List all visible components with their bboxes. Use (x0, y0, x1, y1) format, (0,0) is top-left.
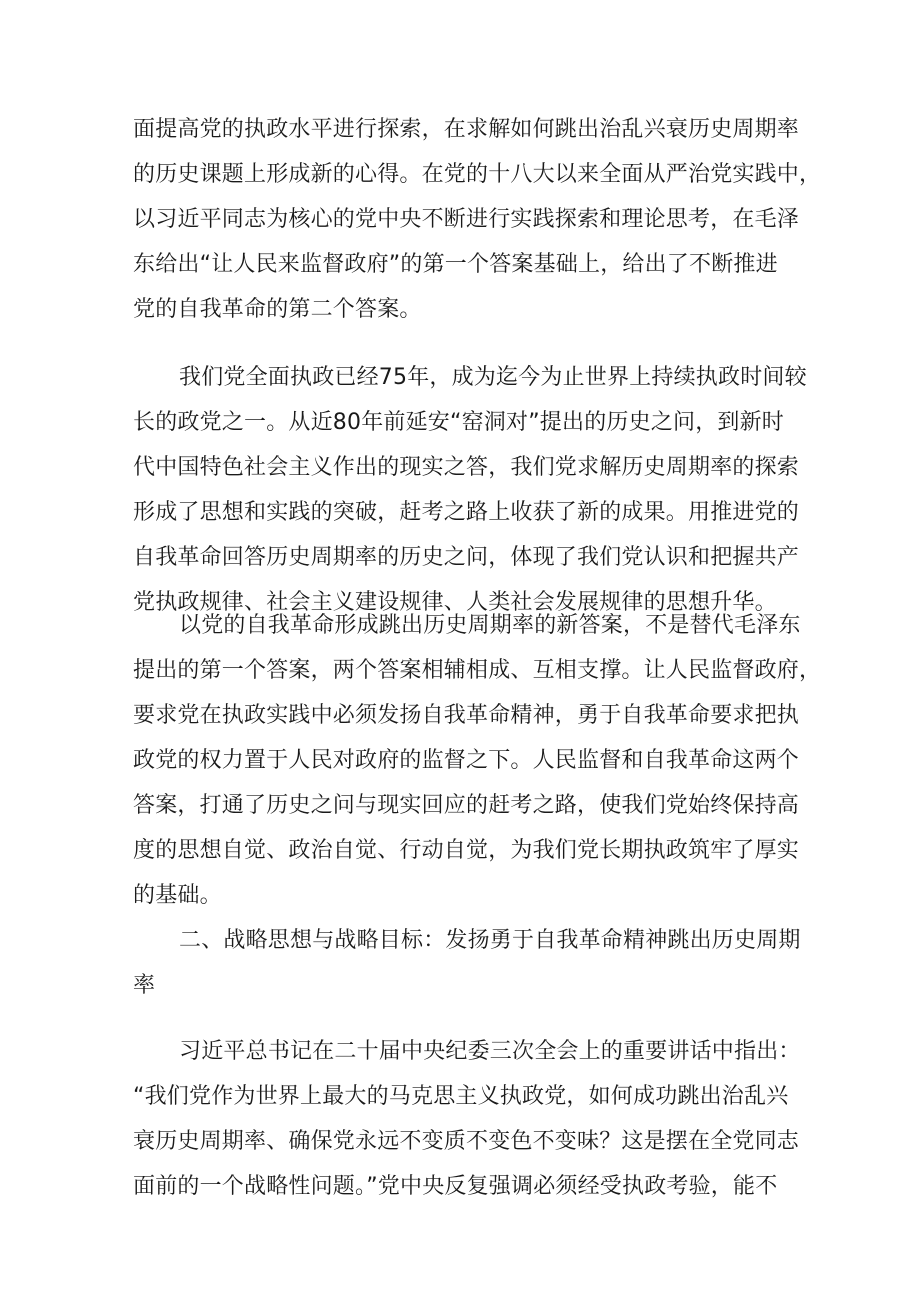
paragraph-speech-quote (133, 1029, 801, 1209)
text-line: 代中国特色社会主义作出的现实之答，我们党求解历史周期率的探索 (133, 455, 800, 480)
text-line: 党的自我革命的第二个答案。 (133, 297, 422, 322)
text-line: 要求党在执政实践中必须发扬自我革命精神，勇于自我革命要求把执 (133, 703, 800, 728)
section-heading (133, 918, 801, 1008)
text-line: 以习近平同志为核心的党中央不断进行实践探索和理论思考，在毛泽 (133, 207, 800, 232)
text-line: 面前的一个战略性问题。”党中央反复强调必须经受执政考验，能不 (133, 1174, 778, 1199)
text-line: 长的政党之一。从近80年前延安“窑洞对”提出的历史之问，到新时 (133, 410, 784, 435)
text-line: 的基础。 (133, 883, 222, 908)
text-line: 提出的第一个答案，两个答案相辅相成、互相支撑。让人民监督政府， (133, 658, 822, 683)
text-line: 度的思想自觉、政治自觉、行动自觉，为我们党长期执政筑牢了厚实 (133, 838, 800, 863)
text-line: 答案，打通了历史之问与现实回应的赶考之路，使我们党始终保持高 (133, 793, 800, 818)
text-line: 率 (133, 973, 156, 998)
text-line: 东给出“让人民来监督政府”的第一个答案基础上，给出了不断推进 (133, 252, 778, 277)
text-line: 面提高党的执政水平进行探索，在求解如何跳出治乱兴衰历史周期率 (133, 117, 800, 142)
text-line: “我们党作为世界上最大的马克思主义执政党，如何成功跳出治乱兴 (133, 1084, 789, 1109)
paragraph-continuation (133, 107, 822, 332)
paragraph-two-answers (133, 603, 822, 918)
text-line: 二、战略思想与战略目标：发扬勇于自我革命精神跳出历史周期 (179, 928, 801, 953)
text-line: 形成了思想和实践的突破，赶考之路上收获了新的成果。用推进党的 (133, 500, 800, 525)
text-line: 政党的权力置于人民对政府的监督之下。人民监督和自我革命这两个 (133, 748, 800, 773)
text-line: 党执政规律、社会主义建设规律、人类社会发展规律的思想升华。 (133, 590, 777, 615)
text-line: 我们党全面执政已经75年，成为迄今为止世界上持续执政时间较 (179, 365, 807, 390)
text-line: 习近平总书记在二十届中央纪委三次全会上的重要讲话中指出： (179, 1039, 801, 1064)
text-line: 自我革命回答历史周期率的历史之问，体现了我们党认识和把握共产 (133, 545, 800, 570)
text-line: 的历史课题上形成新的心得。在党的十八大以来全面从严治党实践中， (133, 162, 822, 187)
text-line: 以党的自我革命形成跳出历史周期率的新答案，不是替代毛泽东 (179, 613, 801, 638)
paragraph-party-governance-75-years (133, 355, 807, 625)
text-line: 衰历史周期率、确保党永远不变质不变色不变味？这是摆在全党同志 (133, 1129, 800, 1154)
